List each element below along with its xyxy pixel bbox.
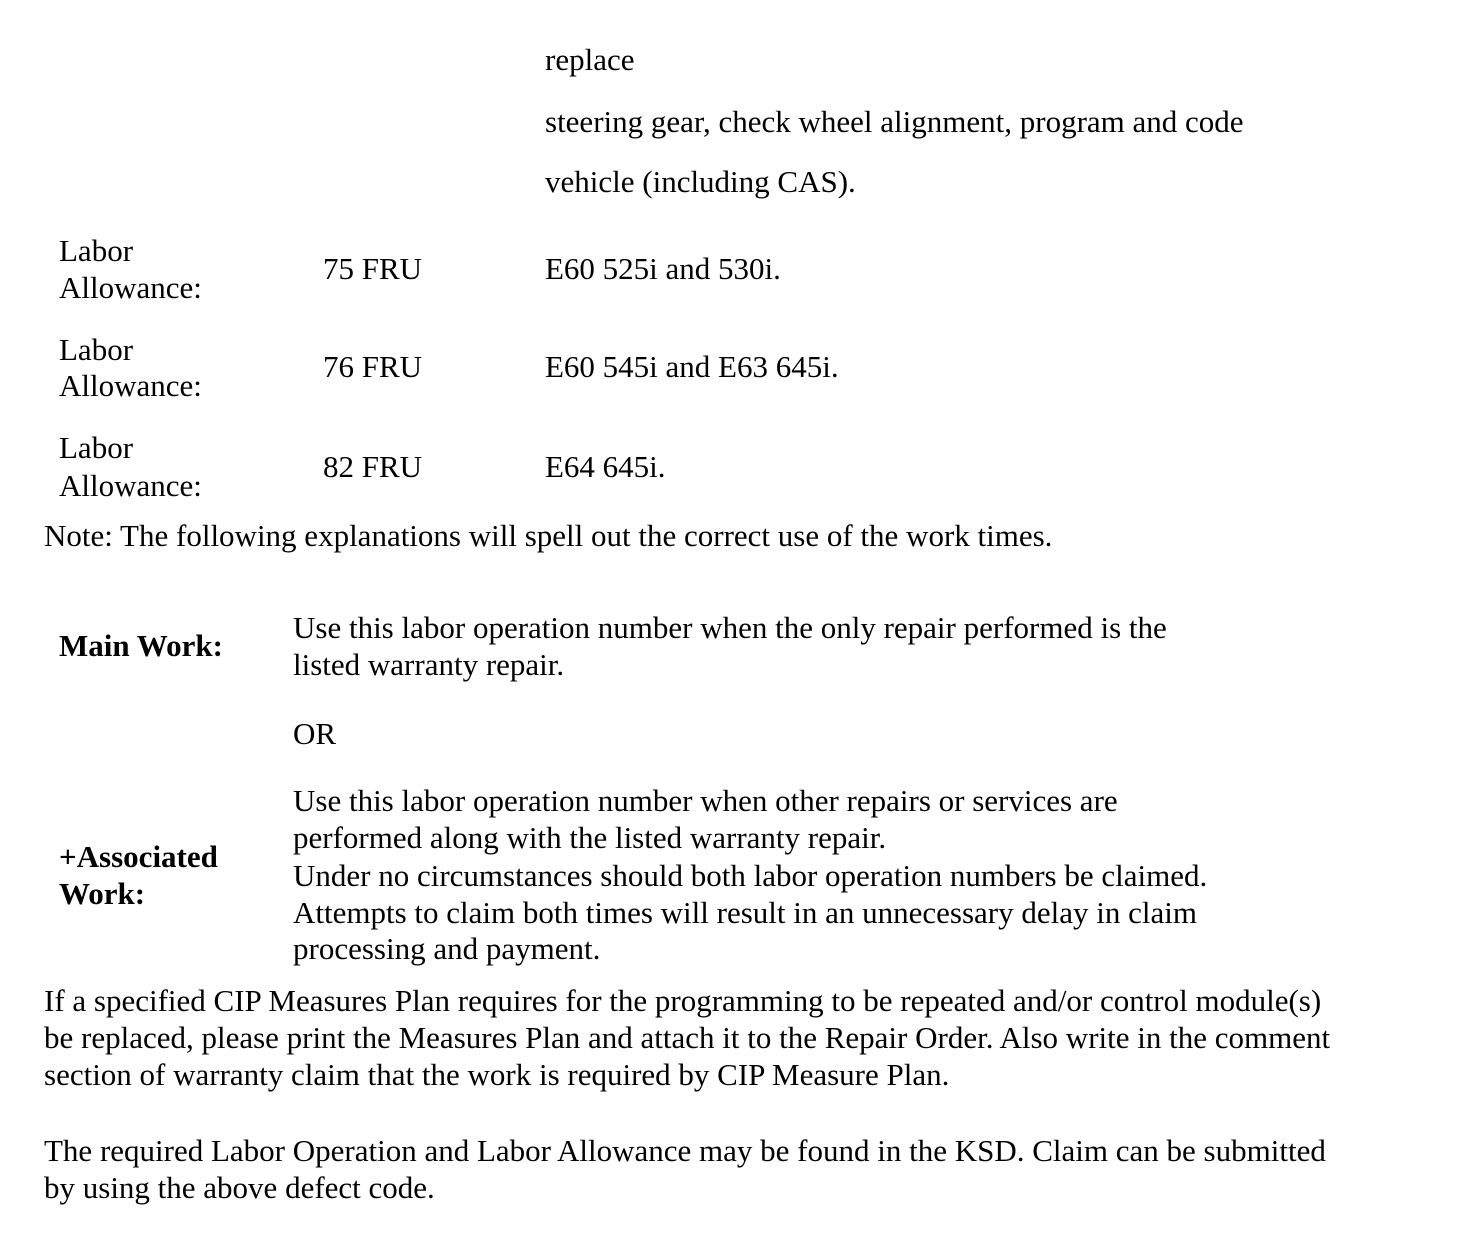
labor-row-1-label-line-1: Labor: [59, 233, 134, 268]
main-work-line-1: Use this labor operation number when the only repair performed is the: [293, 610, 1167, 645]
associated-work-line-5: processing and payment.: [293, 931, 601, 966]
main-work-label: Main Work:: [59, 628, 223, 663]
labor-row-1-label-line-2: Allowance:: [59, 270, 202, 305]
associated-work-line-2: performed along with the listed warranty repair.: [293, 820, 887, 855]
note-text: Note: The following explanations will spell out the correct use of the work times.: [44, 518, 1053, 553]
labor-row-2-label-line-1: Labor: [59, 332, 134, 367]
labor-row-3-label-line-2: Allowance:: [59, 468, 202, 503]
main-work-line-2: listed warranty repair.: [293, 647, 565, 682]
labor-row-2-label-line-2: Allowance:: [59, 368, 202, 403]
ksd-paragraph-line-1: The required Labor Operation and Labor Allowance may be found in the KSD. Claim can be submitted: [44, 1133, 1326, 1168]
labor-row-3-label-line-1: Labor: [59, 430, 134, 465]
labor-row-1-models: E60 525i and 530i.: [545, 251, 781, 286]
intro-line-2: steering gear, check wheel alignment, program and code: [545, 104, 1244, 139]
cip-paragraph: [44, 982, 1444, 1093]
labor-row-2-models: E60 545i and E63 645i.: [545, 349, 839, 384]
ksd-paragraph: [44, 1132, 1444, 1206]
intro-line-1: replace: [545, 42, 635, 77]
associated-work-label-line-1: +Associated: [59, 839, 218, 874]
labor-row-3-fru: 82 FRU: [323, 449, 423, 484]
associated-work-line-1: Use this labor operation number when other repairs or services are: [293, 783, 1118, 818]
labor-row-2-fru: 76 FRU: [323, 349, 423, 384]
associated-work-label-line-2: Work:: [59, 876, 146, 911]
labor-row-3-models: E64 645i.: [545, 449, 666, 484]
associated-work-line-3: Under no circumstances should both labor operation numbers be claimed.: [293, 858, 1208, 893]
cip-paragraph-line-3: section of warranty claim that the work is required by CIP Measure Plan.: [44, 1057, 950, 1092]
labor-row-1-fru: 75 FRU: [323, 251, 423, 286]
or-separator: OR: [293, 716, 337, 751]
cip-paragraph-line-1: If a specified CIP Measures Plan requires for the programming to be repeated and/or control module(s): [44, 983, 1322, 1018]
associated-work-line-4: Attempts to claim both times will result in an unnecessary delay in claim: [293, 895, 1197, 930]
cip-paragraph-line-2: be replaced, please print the Measures Plan and attach it to the Repair Order. Also write in the comment: [44, 1020, 1331, 1055]
ksd-paragraph-line-2: by using the above defect code.: [44, 1170, 435, 1205]
intro-line-3: vehicle (including CAS).: [545, 164, 856, 199]
